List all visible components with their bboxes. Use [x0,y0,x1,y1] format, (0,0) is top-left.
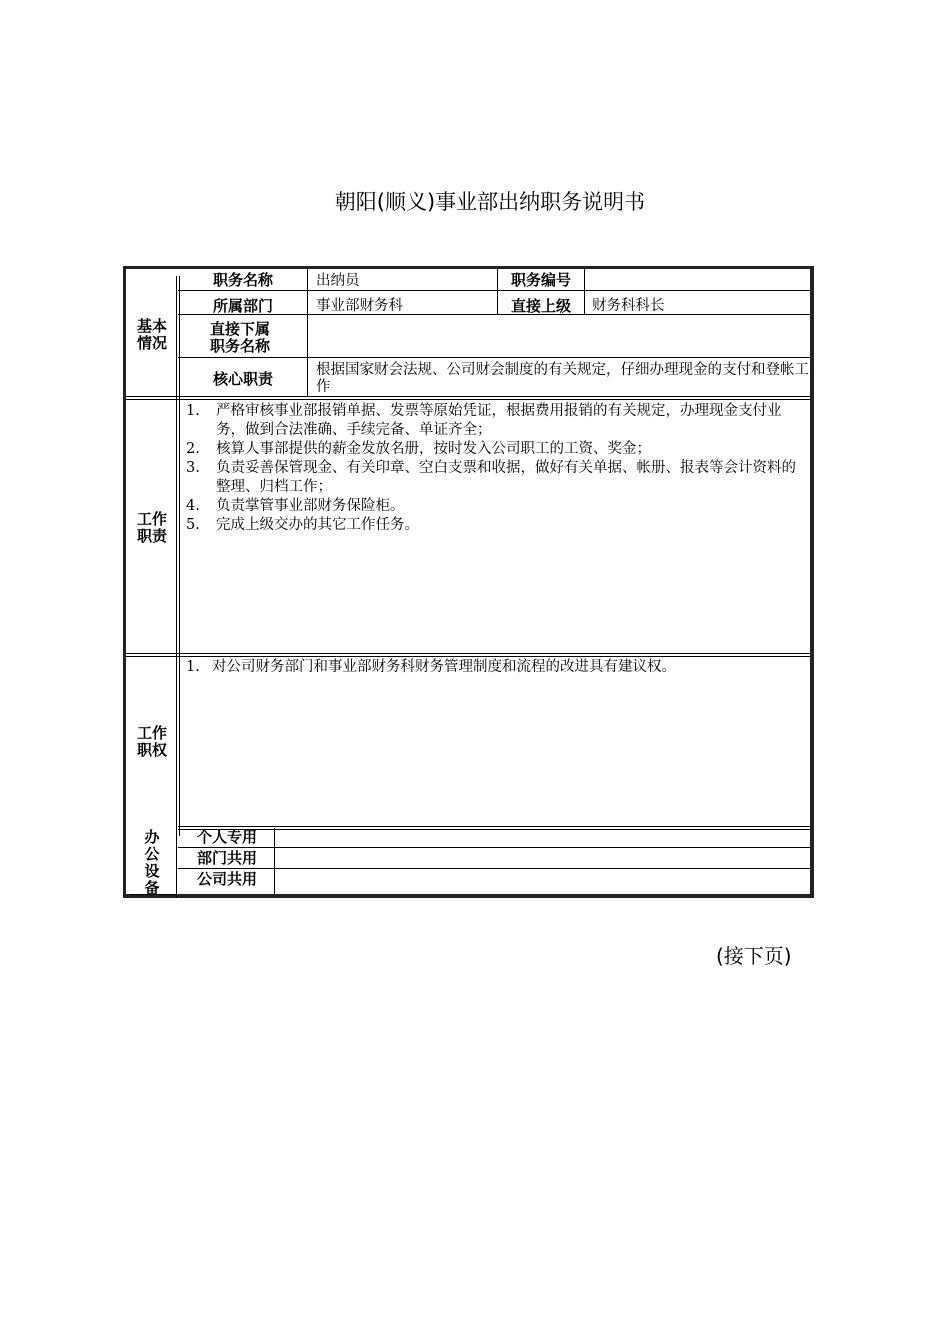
list-item-number: 1. [186,659,200,675]
job-description-table [123,266,814,898]
dept-value: 事业部财务科 [316,298,403,314]
section-label-duties: 工作职责 [136,510,167,545]
list-item [186,516,810,535]
duties-list [186,402,810,535]
subordinate-label [180,321,306,355]
divider [307,269,308,397]
list-item [186,658,810,677]
divider [178,847,811,848]
list-item [186,440,810,459]
section-label-authority: 工作职权 [136,724,167,759]
list-item-text: 完成上级交办的其它工作任务。 [216,517,419,533]
list-item-number: 2. [186,441,200,457]
divider [126,396,811,400]
list-item [186,497,810,516]
core-duty-value: 根据国家财会法规、公司财会制度的有关规定，仔细办理现金的支付和登帐工作 [316,362,809,395]
divider [178,290,811,291]
list-item-number: 3. [186,460,200,476]
list-item-text: 严格审核事业部报销单据、发票等原始凭证，根据费用报销的有关规定，办理现金支付业务，做到合法准确、手续完备、单证齐全； [216,403,782,438]
section-label-equipment: 办公设备 [144,828,160,897]
job-no-label: 职务编号 [510,271,571,289]
list-item-number: 5. [186,517,200,533]
divider [584,269,585,315]
superior-value: 财务科科长 [592,298,665,314]
divider [178,868,811,869]
continued-note: (接下页) [716,944,792,968]
subordinate-label-line-2: 职务名称 [210,337,271,355]
equipment-dept-label: 部门共用 [196,849,257,867]
subordinate-label-line-1: 直接下属 [210,320,271,338]
list-item [186,402,810,440]
authority-list [186,658,810,677]
superior-label: 直接上级 [510,297,571,315]
list-item [186,459,810,497]
list-item-text: 对公司财务部门和事业部财务科财务管理制度和流程的改进具有建议权。 [212,659,676,675]
core-duty-label: 核心职责 [212,370,273,388]
divider [178,357,811,358]
divider [179,276,180,836]
list-item-text: 核算人事部提供的薪金发放名册，按时发入公司职工的工资、奖金； [216,441,651,457]
list-item-number: 1. [186,403,200,419]
dept-label: 所属部门 [212,297,273,315]
section-label-basic: 基本情况 [136,317,167,352]
job-name-value: 出纳员 [316,273,360,289]
page-title: 朝阳(顺义)事业部出纳职务说明书 [334,190,646,214]
equipment-company-label: 公司共用 [196,870,257,888]
list-item-text: 负责掌管事业部财务保险柜。 [216,498,405,514]
equipment-personal-label: 个人专用 [196,828,257,846]
job-name-label: 职务名称 [212,271,273,289]
divider [274,828,275,894]
divider [126,653,811,657]
list-item-text: 负责妥善保管现金、有关印章、空白支票和收据，做好有关单据、帐册、报表等会计资料的整理、归档工作； [216,460,796,495]
list-item-number: 4. [186,498,200,514]
